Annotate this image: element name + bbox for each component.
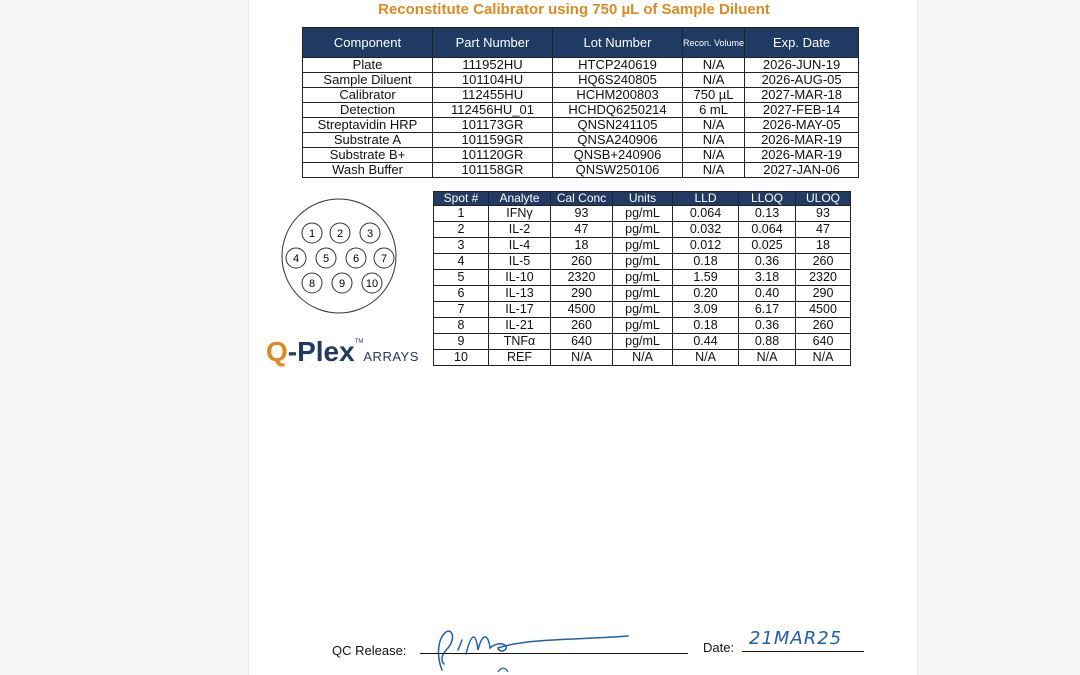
analyte-row: [434, 270, 851, 286]
spot-number: 7: [380, 253, 388, 265]
cell-lld: 0.18: [673, 254, 739, 270]
cell-lot-number: QNSB+240906: [553, 148, 683, 163]
cell-lld: 0.44: [673, 334, 739, 350]
header-cal-conc: Cal Conc: [551, 192, 613, 206]
cell-exp-date: 2026-MAY-05: [745, 118, 859, 133]
cell-lot-number: QNSN241105: [553, 118, 683, 133]
cell-uloq: 4500: [796, 302, 851, 318]
cell-exp-date: 2026-JUN-19: [745, 58, 859, 73]
spot-number: 2: [336, 228, 344, 240]
cell-part-number: 101120GR: [433, 148, 553, 163]
cell-lld: N/A: [673, 350, 739, 366]
header-part-number: Part Number: [433, 28, 553, 58]
cell-spot: 1: [434, 206, 489, 222]
spots-header-row: [434, 192, 851, 206]
cell-component: Streptavidin HRP: [303, 118, 433, 133]
cell-part-number: 101104HU: [433, 73, 553, 88]
cell-lot-number: HQ6S240805: [553, 73, 683, 88]
cell-part-number: 101159GR: [433, 133, 553, 148]
cell-units: pg/mL: [613, 222, 673, 238]
cell-exp-date: 2026-AUG-05: [745, 73, 859, 88]
cell-lloq: 0.36: [739, 254, 796, 270]
qplex-arrays-logo: [266, 336, 419, 370]
cell-uloq: 93: [796, 206, 851, 222]
cell-analyte: IL-21: [489, 318, 551, 334]
header-component: Component: [303, 28, 433, 58]
header-lloq: LLOQ: [739, 192, 796, 206]
cell-recon-volume: N/A: [683, 163, 745, 178]
cell-uloq: 640: [796, 334, 851, 350]
qc-release-label: QC Release:: [332, 643, 407, 658]
spot-number: 5: [322, 253, 330, 265]
component-row: [303, 133, 859, 148]
analyte-row: [434, 222, 851, 238]
cell-units: pg/mL: [613, 206, 673, 222]
analyte-row: [434, 286, 851, 302]
component-row: [303, 103, 859, 118]
cell-analyte: IL-2: [489, 222, 551, 238]
cell-analyte: IL-13: [489, 286, 551, 302]
qc-signature: [428, 620, 638, 675]
header-exp-date: Exp. Date: [745, 28, 859, 58]
cell-cal-conc: 93: [551, 206, 613, 222]
cell-units: pg/mL: [613, 238, 673, 254]
component-row: [303, 58, 859, 73]
cell-uloq: 47: [796, 222, 851, 238]
cell-component: Substrate B+: [303, 148, 433, 163]
cell-lloq: 6.17: [739, 302, 796, 318]
cell-component: Plate: [303, 58, 433, 73]
analyte-row: [434, 206, 851, 222]
cell-lld: 0.20: [673, 286, 739, 302]
cell-spot: 5: [434, 270, 489, 286]
cell-lot-number: HTCP240619: [553, 58, 683, 73]
header-lot-number: Lot Number: [553, 28, 683, 58]
header-spot: Spot #: [434, 192, 489, 206]
cell-component: Sample Diluent: [303, 73, 433, 88]
header-lld: LLD: [673, 192, 739, 206]
cell-units: pg/mL: [613, 254, 673, 270]
cell-spot: 8: [434, 318, 489, 334]
cell-lot-number: QNSA240906: [553, 133, 683, 148]
cell-exp-date: 2027-MAR-18: [745, 88, 859, 103]
analyte-row: [434, 334, 851, 350]
qc-signature-line: [420, 653, 688, 654]
cell-part-number: 101158GR: [433, 163, 553, 178]
cell-lot-number: HCHDQ6250214: [553, 103, 683, 118]
cell-recon-volume: N/A: [683, 58, 745, 73]
analyte-row: [434, 350, 851, 366]
cell-lloq: 0.88: [739, 334, 796, 350]
component-row: [303, 73, 859, 88]
cell-cal-conc: 640: [551, 334, 613, 350]
header-analyte: Analyte: [489, 192, 551, 206]
cell-uloq: 2320: [796, 270, 851, 286]
cell-recon-volume: N/A: [683, 73, 745, 88]
spot-number: 4: [292, 253, 300, 265]
spot-number: 10: [365, 278, 379, 290]
well-outline: [282, 199, 396, 313]
cell-recon-volume: 750 µL: [683, 88, 745, 103]
header-units: Units: [613, 192, 673, 206]
cell-cal-conc: N/A: [551, 350, 613, 366]
cell-spot: 7: [434, 302, 489, 318]
cell-spot: 4: [434, 254, 489, 270]
component-row: [303, 118, 859, 133]
spot-number: 8: [308, 278, 316, 290]
cell-units: pg/mL: [613, 286, 673, 302]
cell-spot: 9: [434, 334, 489, 350]
analyte-row: [434, 318, 851, 334]
cell-lld: 0.012: [673, 238, 739, 254]
header-recon-volume: Recon. Volume: [683, 28, 745, 58]
analyte-row: [434, 238, 851, 254]
cell-analyte: TNFα: [489, 334, 551, 350]
cell-spot: 2: [434, 222, 489, 238]
cell-lloq: 0.064: [739, 222, 796, 238]
date-line: [742, 651, 864, 652]
cell-lloq: 3.18: [739, 270, 796, 286]
cell-exp-date: 2027-JAN-06: [745, 163, 859, 178]
cell-lld: 1.59: [673, 270, 739, 286]
cell-lld: 3.09: [673, 302, 739, 318]
spot-number: 1: [308, 228, 316, 240]
cell-cal-conc: 18: [551, 238, 613, 254]
cell-units: pg/mL: [613, 270, 673, 286]
cell-cal-conc: 2320: [551, 270, 613, 286]
cell-analyte: IL-10: [489, 270, 551, 286]
date-label: Date:: [703, 640, 735, 655]
cell-uloq: 260: [796, 318, 851, 334]
cell-cal-conc: 4500: [551, 302, 613, 318]
component-row: [303, 88, 859, 103]
document-title: Reconstitute Calibrator using 750 µL of Sample Diluent: [378, 1, 770, 18]
analyte-row: [434, 254, 851, 270]
cell-spot: 6: [434, 286, 489, 302]
analyte-row: [434, 302, 851, 318]
cell-analyte: IFNγ: [489, 206, 551, 222]
cell-uloq: N/A: [796, 350, 851, 366]
logo-q: Q: [266, 336, 288, 367]
cell-analyte: IL-4: [489, 238, 551, 254]
cell-component: Wash Buffer: [303, 163, 433, 178]
component-row: [303, 163, 859, 178]
logo-tm: TM: [354, 339, 364, 345]
cell-recon-volume: 6 mL: [683, 103, 745, 118]
cell-exp-date: 2026-MAR-19: [745, 148, 859, 163]
cell-analyte: REF: [489, 350, 551, 366]
component-row: [303, 148, 859, 163]
cell-uloq: 18: [796, 238, 851, 254]
cell-exp-date: 2027-FEB-14: [745, 103, 859, 118]
cell-uloq: 260: [796, 254, 851, 270]
logo-arrays: ARRAYS: [363, 349, 419, 364]
cell-uloq: 290: [796, 286, 851, 302]
cell-component: Substrate A: [303, 133, 433, 148]
cell-units: pg/mL: [613, 334, 673, 350]
components-table: [302, 27, 859, 178]
cell-lloq: 0.36: [739, 318, 796, 334]
cell-spot: 10: [434, 350, 489, 366]
cell-recon-volume: N/A: [683, 118, 745, 133]
handwritten-date: 21MAR25: [749, 628, 843, 649]
cell-part-number: 101173GR: [433, 118, 553, 133]
cell-lld: 0.064: [673, 206, 739, 222]
cell-lloq: N/A: [739, 350, 796, 366]
cell-units: N/A: [613, 350, 673, 366]
cell-cal-conc: 290: [551, 286, 613, 302]
cell-part-number: 112455HU: [433, 88, 553, 103]
cell-units: pg/mL: [613, 318, 673, 334]
cell-lot-number: QNSW250106: [553, 163, 683, 178]
cell-part-number: 111952HU: [433, 58, 553, 73]
cell-lot-number: HCHM200803: [553, 88, 683, 103]
cell-cal-conc: 47: [551, 222, 613, 238]
cell-lloq: 0.40: [739, 286, 796, 302]
cell-cal-conc: 260: [551, 254, 613, 270]
header-uloq: ULOQ: [796, 192, 851, 206]
cell-component: Detection: [303, 103, 433, 118]
cell-exp-date: 2026-MAR-19: [745, 133, 859, 148]
cell-spot: 3: [434, 238, 489, 254]
components-header-row: [303, 28, 859, 58]
cell-recon-volume: N/A: [683, 148, 745, 163]
spot-layout-diagram: [276, 198, 406, 316]
cell-recon-volume: N/A: [683, 133, 745, 148]
cell-lloq: 0.025: [739, 238, 796, 254]
spot-number: 9: [338, 278, 346, 290]
cell-lloq: 0.13: [739, 206, 796, 222]
cell-units: pg/mL: [613, 302, 673, 318]
spot-number: 6: [352, 253, 360, 265]
cell-component: Calibrator: [303, 88, 433, 103]
cell-analyte: IL-5: [489, 254, 551, 270]
cell-part-number: 112456HU_01: [433, 103, 553, 118]
cell-lld: 0.032: [673, 222, 739, 238]
cell-lld: 0.18: [673, 318, 739, 334]
spot-number: 3: [366, 228, 374, 240]
cell-analyte: IL-17: [489, 302, 551, 318]
logo-plex: -Plex: [287, 336, 355, 367]
cell-cal-conc: 260: [551, 318, 613, 334]
analyte-spots-table: [433, 191, 851, 366]
